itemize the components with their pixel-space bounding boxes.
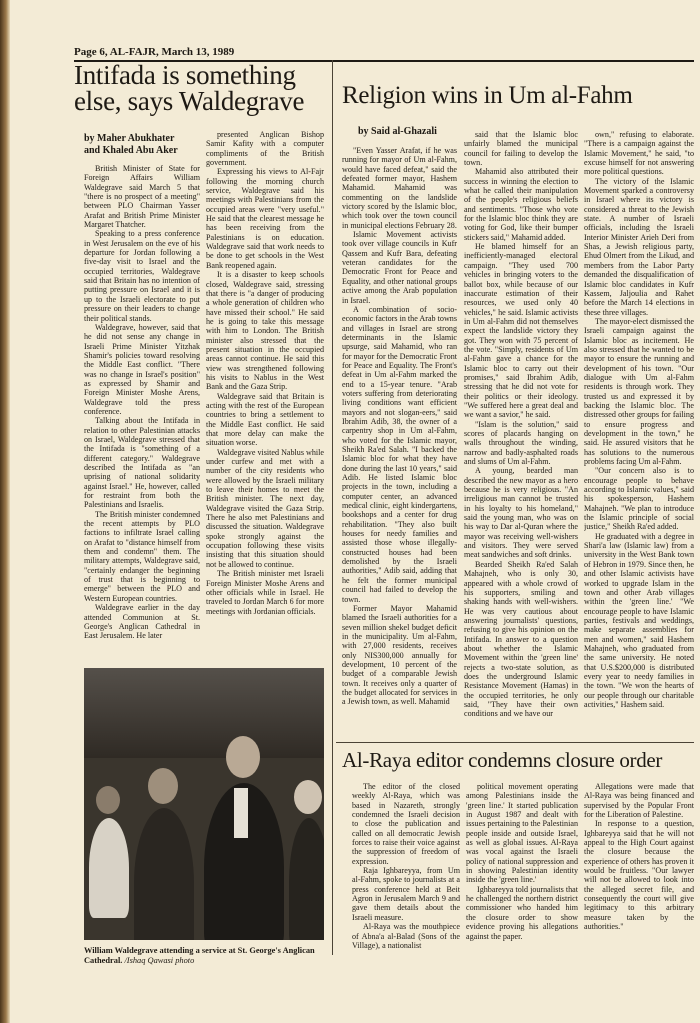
article3-col2-paragraph: political movement operating among Palestinians inside the 'green line.' It started publication in August 1987 and dealt with issues pertaining to the Palestinian people inside and outside Israel, as well as global issues. Al-Raya was vocal against the Israeli policy of national suppression and in showing Palestinian identity inside the 'green line.' — [466, 782, 578, 885]
article2-col3-paragraph: "Our concern also is to encourage people to behave according to Islamic values," said his spokesperson, Hashem Mahajneh. "We plan to introduce the Islamic principle of social justice," Sheikh Ra'ed added. — [584, 466, 694, 532]
article2-col2-paragraph: He blamed himself for an inefficiently-managed electoral campaign. "They used 700 vehicles in bringing voters to the ballot box, while because of our inaccurate estimation of their resources, we used only 40 vehicles," he said. Islamic activists in Um al-Fahm did not themselves expect the landslide victory they got. They won with 75 percent of the vote. "Simply, residents of Um al-Fahm gave a chance for the Islamic bloc to carry out their promises," said Ibrahim Adib, stressing that he did not vote for their politics or their ideology. "We suffered here a great deal and we want a savior," he said. — [464, 242, 578, 420]
article3-col1-paragraph: Al-Raya was the mouthpiece of Abna'a al-Balad (Sons of the Village), a nationalist — [352, 922, 460, 950]
article2-col1-paragraph: Former Mayor Mahamid blamed the Israeli authorities for a seven million shekel budget deficit in the municipality. Um al-Fahm, with 27,000 residents, receives only NIS300,000 annually for development, 10 percent of the budget of a comparable Jewish town. It receives only a quarter of the budget allocated for services in a Jewish town, as well. Mahamid — [342, 603, 457, 707]
article3-column-1 — [352, 782, 460, 1004]
article2-col2-paragraph: A young, bearded man described the new mayor as a hero because he is very religious. "An irreligious man cannot be trusted in his loyalty to his homeland," said the young man, who was on his way to Dar al-Quran where the mayor was receiving well-wishers and visitors. They were served meat sandwiches and soft drinks. — [464, 466, 578, 560]
article1-col2-paragraph: Waldegrave visited Nablus while under curfew and met with a number of the city residents who were allowed by the Israeli military to leave their homes to meet the British minister. The next day, Waldegrave visited the Gaza Strip. There he also met Palestinians and discussed the situation. Waldegrave spoke strongly against the occupation following these visits insisting that this situation should not be allowed to continue. — [206, 447, 324, 569]
article3-col3-paragraph: Allegations were made that Al-Raya was being financed and supervised by the Popular Front for the Liberation of Palestine. — [584, 782, 694, 820]
article2-col1-paragraph: Islamic Movement activists took over village councils in Kufr Qassem and Kufr Bara, defeating veteran candidates for the Democratic Front for Peace and Equality, and other national groups active among the Arab population in Israel. — [342, 230, 457, 305]
article3-col2-paragraph: Ighbareyya told journalists that he challenged the northern district commissioner who handed him the closure order to show evidence proving his allegations against the paper. — [466, 884, 578, 941]
article2-col3-paragraph: own," refusing to elaborate. "There is a campaign against the Islamic Movement," he said, "to excuse himself for not answering more political questions. — [584, 130, 694, 177]
photo-credit: /Ishaq Qawasi photo — [124, 956, 195, 965]
article1-byline-line1: by Maher Abukhater — [84, 133, 175, 144]
article1-col2-paragraph: It is a disaster to keep schools closed, Waldegrave said, stressing that there is "a danger of producing a whole generation of children who have missed their school." He said he is going to take this message with him to London. The British minister also stressed that the present situation in the occupied areas cannot continue. He said this view was strengthened following his visits to Nablus in the West Bank and the Gaza Strip. — [206, 270, 324, 392]
article2-col1-paragraph: "Even Yasser Arafat, if he was running for mayor of Um al-Fahm, would have faced defeat," said the defeated former mayor, Hashem Mahamid. Mahamid was commenting on the landslide victory scored by the Islamic bloc, which took over the town council in municipal elections February 28. — [342, 146, 457, 230]
article1-headline-line2: else, says Waldegrave — [74, 86, 305, 117]
article2-col2-paragraph: Mahamid also attributed their success in winning the election to what he called their manipulation of the people's religious beliefs and sentiments. "Those who vote for the Islamic bloc think they are voting for God, like their bumper stickers said," Mahamid added. — [464, 167, 578, 242]
article1-byline-line2: and Khaled Abu Aker — [84, 145, 178, 156]
article1-col1-paragraph: The British minister condemned the recent attempts by PLO factions to infiltrate Israel calling on Arafat to "distance himself from them and condemn" them. The military attempts, Waldegrave said, "certainly endanger the beginning of trust that is beginning to emerge" between the PLO and Western European countries. — [84, 509, 200, 603]
article1-byline — [84, 133, 178, 157]
article2-col2-paragraph: Bearded Sheikh Ra'ed Salah Mahajneh, who is only 30, appeared with a whole crowd of his supporters, smiling and shaking hands with well-wishers. He was very cautious about answering journalists' questions, refusing to give his opinion on the Intifada. In answer to a question about whether the Islamic Movement within the 'green line' rejects a two-state solution, as does the underground Islamic Resistance Movement (Hamas) in the occupied territories, he only said, "They have their own conditions and we have our — [464, 559, 578, 719]
article2-col3-paragraph: The mayor-elect dismissed the Israeli campaign against the Islamic bloc as incitement. He also stressed that he wanted to be mayor to ensure the running and development of his town. "Our dialogue with Um al-Fahm residents is through work. They trusted us and expressed it by backing the Islamic bloc. The distressed other groups for failing to ensure progress and development in the town," he said. He assured visitors that he has solutions to the numerous problems facing Um al-Fahm. — [584, 316, 694, 467]
article2-column-3 — [584, 130, 694, 736]
article1-column-1 — [84, 164, 200, 662]
article2-col3-paragraph: The victory of the Islamic Movement sparked a controversy in Israel where its victory is considered a threat to the Jewish state. A number of Israeli officials, including the Israeli Interior Minister Arieh Deri from Shas, a Jewish religious party, Ehud Olmert from the Likud, and members from the Labor Party demanded the disqualification of Islamic bloc candidates in Kufr Kassem, Jaljoulia and Rahet before the March 14 elections in these three villages. — [584, 176, 694, 317]
article2-headline: Religion wins in Um al-Fahm — [342, 82, 633, 109]
article1-headline-line1: Intifada is something — [74, 60, 296, 90]
article3-column-2 — [466, 782, 578, 1004]
article1-col1-paragraph: Waldegrave earlier in the day attended Communion at St. George's Anglican Cathedral in East Jerusalem. He later — [84, 603, 200, 641]
article1-col1-paragraph: Talking about the Intifada in relation to other Palestinian attacks on Israel, Waldegrave stressed that the Intifada is "something of a different category." Waldegrave described the Intifada as "an uprising of national solidarity against Israel." He, however, called for restraint from both the Palestinians and Israelis. — [84, 416, 200, 510]
article3-col3-paragraph: In response to a question, Ighbareyya said that he will not appeal to the High Court against the closure because the experience of others has proven it would be fruitless. "Our lawyer will not be allowed to look into the alleged secret file, and consequently the court will give legitimacy to this arbitrary measure taken by the authorities." — [584, 819, 694, 932]
article1-col1-paragraph: Speaking to a press conference in West Jerusalem on the eve of his departure for Jordan following a five-day visit to Israel and the occupied territories, Waldegrave said that Britain has no intention of putting pressure on Israel and it is up to the Israeli electorate to put pressure on their leaders to change their political stands. — [84, 229, 200, 323]
article2-col2-paragraph: said that the Islamic bloc unfairly blamed the municipal council for failing to develop the town. — [464, 130, 578, 168]
article1-column-2 — [206, 130, 324, 662]
article3-col1-paragraph: The editor of the closed weekly Al-Raya, which was based in Nazareth, strongly condemned the Israeli decision to close the publication and called on all democratic Jewish forces to raise their voice against the suppression of freedom of expression. — [352, 782, 460, 866]
section-rule — [336, 742, 694, 743]
article3-col1-paragraph: Raja Ighbareyya, from Um al-Fahm, spoke to journalists at a press conference held at Beit Agron in Jerusalem March 9 and gave them details about the Israeli measure. — [352, 866, 460, 922]
waldegrave-photo — [84, 668, 324, 940]
photo-caption-text: William Waldegrave attending a service at St. George's Anglican Cathedral. — [84, 946, 315, 965]
book-binding — [0, 0, 10, 1023]
article3-headline: Al-Raya editor condemns closure order — [342, 748, 663, 772]
page-folio: Page 6, AL-FAJR, March 13, 1989 — [74, 46, 694, 62]
article2-col2-paragraph: "Islam is the solution," said scores of placards hanging on walls throughout the winding, narrow and badly-asphalted roads and slums of Um al-Fahm. — [464, 419, 578, 467]
article1-col1-paragraph: British Minister of State for Foreign Affairs William Waldegrave said March 5 that "there is no prospect of a meeting" between PLO Chairman Yasser Arafat and British Prime Minister Margaret Thatcher. — [84, 164, 200, 230]
article2-column-1 — [342, 146, 457, 736]
article2-byline: by Said al-Ghazali — [358, 126, 437, 137]
article1-col2-paragraph: The British minister met Israeli Foreign Minister Moshe Arens and other officials while in Israel. He traveled to Jordan March 6 for more meetings with Jordanian officials. — [206, 569, 324, 616]
article2-col1-paragraph: A combination of socio-economic factors in the Arab towns and villages in Israel are strong determinants in the Islamic upsurge, said Mahamid, who ran for mayor for the Democratic Front for Peace and Equality. The Front's defeat in Um al-Fahm marked the end to a 15-year tenure. "Arab voters suffering from deteriorating living conditions want efficient mayors and not slogan-eers," said Ibrahim Adib, 38, the owner of a carpentry shop in Um al-Fahm, who voted for the Islamic mayor, Sheikh Ra'ed Salah. "I backed the Islamic bloc for what they have done during the last 10 years," said Adib. He listed Islamic bloc projects in the town, including a computer center, an advanced medical clinic, eight kindergartens, bookshops and a center for drug rehabilitation. "They also built houses for needy families and assisted those whose illegally-constructed houses had been demolished by the Israeli authorities," Adib said, adding that he felt the former municipal council had failed to develop the town. — [342, 304, 457, 604]
article2-column-2 — [464, 130, 578, 736]
article2-col3-paragraph: He graduated with a degree in Shari'a law (Islamic law) from a university in the West Bank town of Hebron in 1979. Since then, he and other Islamic activists have worked to upgrade Islam in the town and other Arab villages within the 'green line.' "We encourage people to have Islamic parties, festivals and weddings, make separate assemblies for men and women," said Hashem Mahajneh, who graduated from the same university. He noted that U.S.$200,000 is distributed every year to needy families in the town. "We won the hearts of our people through our charitable activities," Hashem said. — [584, 531, 694, 709]
article1-col2-paragraph: presented Anglican Bishop Samir Kafity with a computer compliments of the British government. — [206, 130, 324, 168]
article1-headline — [74, 62, 336, 115]
article1-col2-paragraph: Waldegrave said that Britain is acting with the rest of the European countries to bring a settlement to the Middle East conflict. He said that more delay can make the situation worse. — [206, 391, 324, 448]
article1-col1-paragraph: Waldegrave, however, said that he did not sense any change in Israeli Prime Minister Yitzhak Shamir's policies toward resolving the Middle East conflict. "There was no change in Israel's position" as expressed by Shamir and Foreign Minister Moshe Arens, Waldegrave told the press conference. — [84, 322, 200, 416]
article1-col2-paragraph: Expressing his views to Al-Fajr following the morning church service, Waldegrave said his meetings with Palestinians from the occupied areas were "very useful." He said that the clearest message he has been receiving from the Palestinians is on education. Waldegrave said that work needs to be done to get schools in the West Bank reopened again. — [206, 167, 324, 270]
column-rule — [332, 60, 333, 955]
newspaper-page — [10, 0, 700, 1023]
photo-caption — [84, 946, 326, 966]
article3-column-3 — [584, 782, 694, 1004]
